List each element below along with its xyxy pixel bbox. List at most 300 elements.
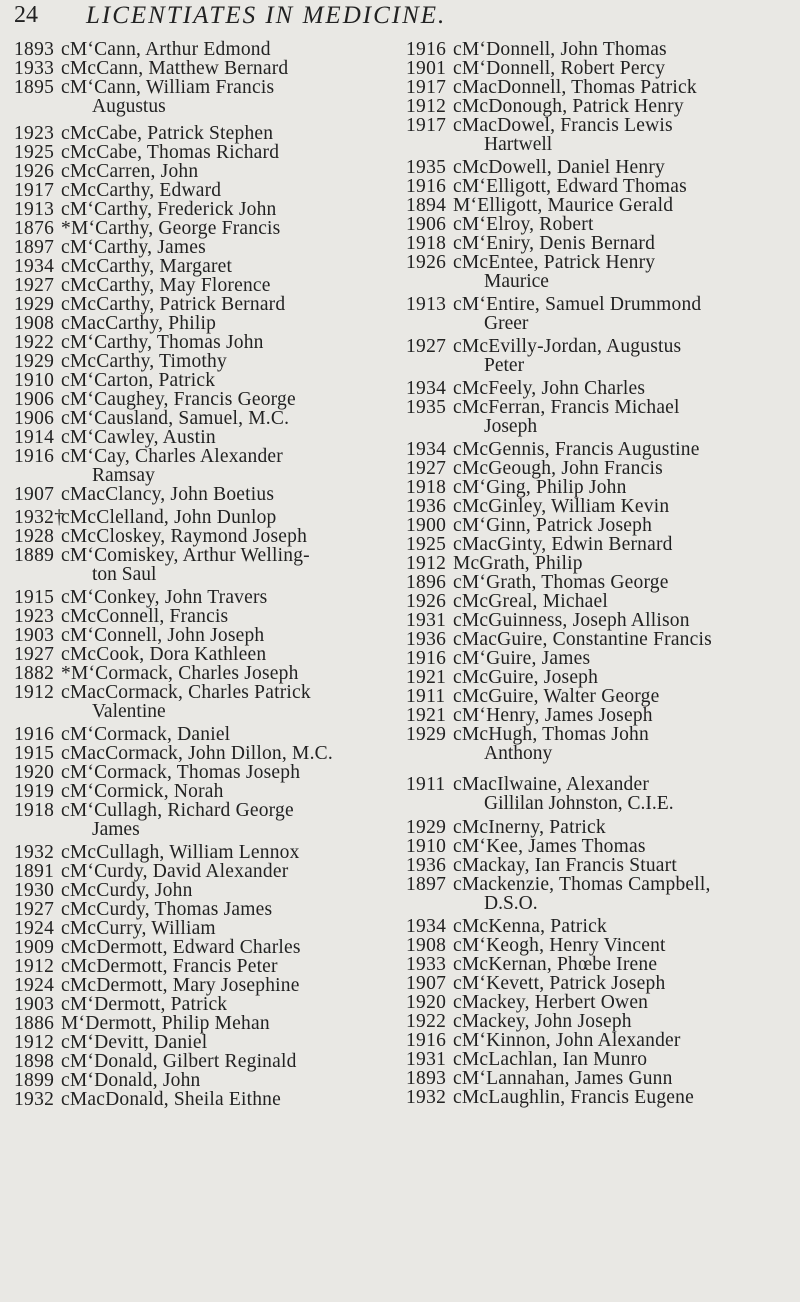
- entry-line: [14, 143, 390, 162]
- entry-year: 1899: [14, 1070, 55, 1091]
- entry-line: [14, 124, 390, 143]
- entry-year: 1893: [14, 39, 55, 60]
- entry-name: cM‘Donnell, Robert Percy: [453, 58, 666, 79]
- entry-line: [14, 276, 390, 295]
- entry-year: 1936: [406, 629, 447, 650]
- entry-line: [406, 1069, 798, 1088]
- entry: [406, 936, 798, 955]
- entry-line: [14, 957, 390, 976]
- entry-name-continuation: Peter: [484, 355, 525, 376]
- entry-name: cMcFeely, John Charles: [453, 378, 646, 399]
- entry-name-continuation: D.S.O.: [484, 893, 538, 914]
- entry-name: cMcDowell, Daniel Henry: [453, 157, 665, 178]
- entry-name: M‘Dermott, Philip Mehan: [61, 1013, 270, 1034]
- entry-name: cMcGuinness, Joseph Allison: [453, 610, 690, 631]
- entry-name: cMcDonough, Patrick Henry: [453, 96, 684, 117]
- entry-line: [14, 59, 390, 78]
- entry-name: cM‘Donald, Gilbert Reginald: [61, 1051, 297, 1072]
- entry-year: 1918: [406, 233, 447, 254]
- entry-year: 1907: [406, 973, 447, 994]
- entry-line: [14, 881, 390, 900]
- entry-name: cM‘Cormack, Thomas Joseph: [61, 762, 301, 783]
- entry-name: cMacClancy, John Boetius: [61, 484, 275, 505]
- entry-name: cMacCormack, John Dillon, M.C.: [61, 743, 333, 764]
- entry-year: 1929: [406, 817, 447, 838]
- entry-year: 1922: [406, 1011, 447, 1032]
- entry-line: [406, 818, 798, 837]
- entry: [14, 295, 390, 314]
- entry-line: [406, 706, 798, 725]
- entry-year: 1926: [406, 591, 447, 612]
- entry-line: [406, 177, 798, 196]
- entry-line: [14, 782, 390, 801]
- entry-year: 1921: [406, 667, 447, 688]
- entry-line: [406, 630, 798, 649]
- entry-name: cMcGennis, Francis Augustine: [453, 439, 700, 460]
- entry-name: cM‘Kevett, Patrick Joseph: [453, 973, 666, 994]
- entry-name: cMcEntee, Patrick Henry: [453, 252, 656, 273]
- entry-line: [406, 1050, 798, 1069]
- entry: [406, 630, 798, 649]
- entry: [406, 592, 798, 611]
- entry-year: 1916: [406, 39, 447, 60]
- entry-line: [14, 995, 390, 1014]
- entry-year: 1907: [14, 484, 55, 505]
- entry-year: 1895: [14, 77, 55, 98]
- entry-year: 1916: [14, 724, 55, 745]
- entry-name: cMcCurdy, Thomas James: [61, 899, 273, 920]
- entry-name-continuation: Joseph: [484, 416, 538, 437]
- entry: [406, 856, 798, 875]
- entry-name: cMacIlwaine, Alexander: [453, 774, 650, 795]
- entry: [406, 818, 798, 837]
- entry-name: cMcDermott, Edward Charles: [61, 937, 301, 958]
- entry-name: cMcCabe, Patrick Stephen: [61, 123, 274, 144]
- entry-name: cM‘Keogh, Henry Vincent: [453, 935, 666, 956]
- entry-name: cM‘Guire, James: [453, 648, 591, 669]
- entry-year: 1927: [14, 644, 55, 665]
- entry-name: cM‘Comiskey, Arthur Welling-: [61, 545, 310, 566]
- entry: [14, 683, 390, 721]
- entry-year: 1935: [406, 157, 447, 178]
- entry-year: 1912: [406, 96, 447, 117]
- entry: [14, 664, 390, 683]
- entry-year: 1886: [14, 1013, 55, 1034]
- entry-line: [406, 97, 798, 116]
- entry-line: [14, 390, 390, 409]
- entry-line: [406, 856, 798, 875]
- entry-name: cMcCurdy, John: [61, 880, 193, 901]
- entry-year: 1906: [14, 408, 55, 429]
- entry-year: 1912: [14, 1032, 55, 1053]
- entry-name: cMcCarthy, Patrick Bernard: [61, 294, 286, 315]
- entry-name: cMcClelland, John Dunlop: [61, 507, 277, 528]
- entry-name: cMacDonald, Sheila Eithne: [61, 1089, 281, 1110]
- entry-line: [14, 1090, 390, 1109]
- entry-year: 1882: [14, 663, 55, 684]
- entry: [14, 763, 390, 782]
- entry-line: [14, 763, 390, 782]
- entry-name: cMcDermott, Francis Peter: [61, 956, 278, 977]
- entry-name: cMackay, Ian Francis Stuart: [453, 855, 677, 876]
- entry: [14, 390, 390, 409]
- entry: [14, 645, 390, 664]
- entry-line: [406, 116, 798, 135]
- entry-line: [14, 1052, 390, 1071]
- page-header: [0, 2, 800, 32]
- entry-name: cM‘Ginn, Patrick Joseph: [453, 515, 653, 536]
- entry: [14, 200, 390, 219]
- entry-line: [14, 843, 390, 862]
- entry: [406, 706, 798, 725]
- entry-name-continuation: Valentine: [92, 701, 166, 722]
- entry-name: cM‘Grath, Thomas George: [453, 572, 669, 593]
- entry-name: cMcCook, Dora Kathleen: [61, 644, 267, 665]
- entry-name-continuation: Ramsay: [92, 465, 155, 486]
- entry: [406, 215, 798, 234]
- entry-line: [406, 1012, 798, 1031]
- entry: [14, 257, 390, 276]
- entry-year: 1908: [14, 313, 55, 334]
- entry-name: cMcKenna, Patrick: [453, 916, 607, 937]
- entry: [406, 611, 798, 630]
- entry-year: 1915: [14, 743, 55, 764]
- entry: [14, 352, 390, 371]
- entry-name: cM‘Eniry, Denis Bernard: [453, 233, 656, 254]
- entry: [406, 253, 798, 291]
- entry: [406, 234, 798, 253]
- entry: [406, 1088, 798, 1107]
- entry: [14, 485, 390, 504]
- entry: [406, 649, 798, 668]
- entry-year: 1927: [14, 275, 55, 296]
- entry-line: [14, 801, 390, 820]
- entry-name: *M‘Cormack, Charles Joseph: [61, 663, 299, 684]
- entry-line: [406, 955, 798, 974]
- entry: [14, 919, 390, 938]
- entry-line: [14, 314, 390, 333]
- entry: [406, 379, 798, 398]
- entry: [406, 398, 798, 436]
- entry: [406, 573, 798, 592]
- entry-year: 1921: [406, 705, 447, 726]
- entry-line: [14, 744, 390, 763]
- entry-year: 1920: [14, 762, 55, 783]
- entry-year: 1927: [14, 899, 55, 920]
- entry-year: 1906: [14, 389, 55, 410]
- entry: [406, 337, 798, 375]
- entry-name: cM‘Lannahan, James Gunn: [453, 1068, 673, 1089]
- entry: [406, 1069, 798, 1088]
- entry-year: 1928: [14, 526, 55, 547]
- entry-name: cMackey, Herbert Owen: [453, 992, 649, 1013]
- entry-name: cM‘Connell, John Joseph: [61, 625, 265, 646]
- entry: [14, 409, 390, 428]
- entry: [14, 801, 390, 839]
- entry-line: [14, 1071, 390, 1090]
- entry-name: cMcCann, Matthew Bernard: [61, 58, 289, 79]
- entry-line: [406, 554, 798, 573]
- entry-year: 1923: [14, 606, 55, 627]
- entry: [14, 862, 390, 881]
- entry-year: 1925: [14, 142, 55, 163]
- entry: [14, 428, 390, 447]
- entry-line: [14, 352, 390, 371]
- entry: [406, 177, 798, 196]
- entry-year: 1896: [406, 572, 447, 593]
- entry: [406, 875, 798, 913]
- entry-line: [406, 398, 798, 417]
- entry-line: [14, 409, 390, 428]
- entry-name: cM‘Carton, Patrick: [61, 370, 216, 391]
- entry-name-continuation: Gillilan Johnston, C.I.E.: [484, 793, 674, 814]
- entry: [14, 976, 390, 995]
- entry: [14, 626, 390, 645]
- entry-line: [406, 440, 798, 459]
- entry-year: 1926: [406, 252, 447, 273]
- entry-year: 1936: [406, 496, 447, 517]
- entry-year: 1912: [14, 682, 55, 703]
- entry-line: [406, 78, 798, 97]
- entry-name: cM‘Causland, Samuel, M.C.: [61, 408, 290, 429]
- entry-year: 1929: [14, 351, 55, 372]
- entry-line: [14, 607, 390, 626]
- entry-year: 1908: [406, 935, 447, 956]
- entry-year: 1900: [406, 515, 447, 536]
- entry: [14, 1014, 390, 1033]
- entry: [406, 917, 798, 936]
- entry-name: cMcHugh, Thomas John: [453, 724, 649, 745]
- entry-year: 1911: [406, 686, 446, 707]
- entry: [14, 744, 390, 763]
- entry-line: [14, 683, 390, 702]
- entry-year: 1912: [406, 553, 447, 574]
- entry: [406, 1031, 798, 1050]
- entry-name: cM‘Cann, Arthur Edmond: [61, 39, 271, 60]
- entry-name: cM‘Carthy, Frederick John: [61, 199, 277, 220]
- entry-line: [14, 371, 390, 390]
- entry: [14, 782, 390, 801]
- entry-year: 1906: [406, 214, 447, 235]
- entry-line: [406, 592, 798, 611]
- entry-year: 1922: [14, 332, 55, 353]
- entry: [406, 668, 798, 687]
- entry-line: [14, 645, 390, 664]
- entry-year: 1897: [406, 874, 447, 895]
- entry-line: [406, 993, 798, 1012]
- entry: [14, 588, 390, 607]
- entry: [14, 1052, 390, 1071]
- entry-name: cMackey, John Joseph: [453, 1011, 632, 1032]
- entry-year: 1924: [14, 975, 55, 996]
- entry-line: [14, 725, 390, 744]
- entry-line: [406, 497, 798, 516]
- entry-name: cMcCarren, John: [61, 161, 199, 182]
- entry-year: 1910: [406, 836, 447, 857]
- entry-name: cMcCarthy, Edward: [61, 180, 222, 201]
- entry-name: cMcGuire, Walter George: [453, 686, 660, 707]
- entry-line: [406, 59, 798, 78]
- entry: [14, 78, 390, 116]
- entry-name: cM‘Caughey, Francis George: [61, 389, 296, 410]
- entry-name: cM‘Elligott, Edward Thomas: [453, 176, 687, 197]
- entry-name: cMacCormack, Charles Patrick: [61, 682, 311, 703]
- entry-name: cMcDermott, Mary Josephine: [61, 975, 300, 996]
- entry-year: 1912: [14, 956, 55, 977]
- entry-name: cMcCarthy, Timothy: [61, 351, 227, 372]
- entry-name: cM‘Donald, John: [61, 1070, 201, 1091]
- entry-name-continuation: Hartwell: [484, 134, 553, 155]
- entry: [406, 687, 798, 706]
- entry: [14, 1033, 390, 1052]
- entry: [14, 162, 390, 181]
- entry-line: [406, 687, 798, 706]
- entry-year: 1929: [14, 294, 55, 315]
- entry-line: [406, 379, 798, 398]
- entry: [14, 546, 390, 584]
- entry-year: 1930: [14, 880, 55, 901]
- entry-year: 1903: [14, 625, 55, 646]
- entry: [406, 440, 798, 459]
- entry-line: [14, 200, 390, 219]
- entry-name: cMcCurry, William: [61, 918, 216, 939]
- entry-year: 1898: [14, 1051, 55, 1072]
- entry-name: *M‘Carthy, George Francis: [61, 218, 281, 239]
- entry-name: cMcGinley, William Kevin: [453, 496, 670, 517]
- entry-year: 1916: [14, 446, 55, 467]
- entry-year: 1932†: [14, 507, 65, 528]
- entry-line: [14, 919, 390, 938]
- entry-year: 1932: [406, 1087, 447, 1108]
- entry-line: [14, 976, 390, 995]
- entry: [406, 1012, 798, 1031]
- entry-year: 1915: [14, 587, 55, 608]
- entry-line: [14, 238, 390, 257]
- entry: [14, 219, 390, 238]
- entry-name: cMcCabe, Thomas Richard: [61, 142, 280, 163]
- entry-name: cMcKernan, Phœbe Irene: [453, 954, 658, 975]
- entry-name: cMacDowel, Francis Lewis: [453, 115, 673, 136]
- entry-line: [14, 447, 390, 466]
- entry: [14, 59, 390, 78]
- entry: [406, 196, 798, 215]
- entry-year: 1931: [406, 1049, 447, 1070]
- entry-line: [14, 78, 390, 97]
- entry: [14, 447, 390, 485]
- entry-year: 1918: [406, 477, 447, 498]
- entry-year: 1916: [406, 648, 447, 669]
- entry-line: [406, 1031, 798, 1050]
- entry: [14, 938, 390, 957]
- entry-line: [406, 837, 798, 856]
- entry: [406, 459, 798, 478]
- entry-name: cMcCullagh, William Lennox: [61, 842, 300, 863]
- entry-year: 1876: [14, 218, 55, 239]
- entry-name: cMcConnell, Francis: [61, 606, 229, 627]
- entry-line: [406, 516, 798, 535]
- entry-name-continuation: Maurice: [484, 271, 549, 292]
- entry-line: [406, 917, 798, 936]
- entry-line: [14, 1014, 390, 1033]
- entry: [14, 527, 390, 546]
- entry-line: [406, 253, 798, 272]
- entry: [406, 974, 798, 993]
- entry-name: cM‘Henry, James Joseph: [453, 705, 653, 726]
- entry-name: cM‘Entire, Samuel Drummond: [453, 294, 702, 315]
- entry-year: 1932: [14, 842, 55, 863]
- entry-name: cM‘Conkey, John Travers: [61, 587, 268, 608]
- entry: [406, 725, 798, 763]
- entry-year: 1894: [406, 195, 447, 216]
- entry: [406, 535, 798, 554]
- entry: [406, 295, 798, 333]
- entry-line: [406, 775, 798, 794]
- entry-line: [406, 611, 798, 630]
- entry-year: 1934: [406, 916, 447, 937]
- entry-year: 1893: [406, 1068, 447, 1089]
- entry-name: cMacDonnell, Thomas Patrick: [453, 77, 697, 98]
- entry-year: 1913: [406, 294, 447, 315]
- entry-line: [14, 257, 390, 276]
- entry-name: McGrath, Philip: [453, 553, 583, 574]
- entry-line: [14, 588, 390, 607]
- entry-line: [14, 626, 390, 645]
- entry-line: [14, 1033, 390, 1052]
- entry: [14, 1090, 390, 1109]
- entry-name: cMcGeough, John Francis: [453, 458, 663, 479]
- entry-year: 1923: [14, 123, 55, 144]
- entry-name: cM‘Kinnon, John Alexander: [453, 1030, 681, 1051]
- entry: [14, 843, 390, 862]
- entry-year: 1913: [14, 199, 55, 220]
- entry-line: [406, 295, 798, 314]
- entry-line: [14, 162, 390, 181]
- entry-line: [406, 875, 798, 894]
- entry-line: [14, 862, 390, 881]
- entry-line: [406, 234, 798, 253]
- entry-name: cMcLachlan, Ian Munro: [453, 1049, 648, 1070]
- entry-year: 1897: [14, 237, 55, 258]
- entry-line: [406, 535, 798, 554]
- entry: [406, 40, 798, 59]
- entry-year: 1934: [14, 256, 55, 277]
- entry: [406, 478, 798, 497]
- entry-name: cM‘Kee, James Thomas: [453, 836, 646, 857]
- entry-year: 1931: [406, 610, 447, 631]
- entry-year: 1935: [406, 397, 447, 418]
- entry-line: [14, 40, 390, 59]
- entry-line: [14, 900, 390, 919]
- entry-line: [406, 40, 798, 59]
- entry: [14, 333, 390, 352]
- entry: [14, 508, 390, 527]
- entry-name-continuation: Greer: [484, 313, 529, 334]
- entry-year: 1924: [14, 918, 55, 939]
- entry-name: cM‘Devitt, Daniel: [61, 1032, 208, 1053]
- entry-name: cM‘Curdy, David Alexander: [61, 861, 289, 882]
- entry-year: 1903: [14, 994, 55, 1015]
- entry-line: [406, 668, 798, 687]
- entry-name: cM‘Cormack, Daniel: [61, 724, 231, 745]
- entry-name: cM‘Cay, Charles Alexander: [61, 446, 283, 467]
- entry-name: cM‘Donnell, John Thomas: [453, 39, 667, 60]
- entry-name: cM‘Cawley, Austin: [61, 427, 216, 448]
- entry: [14, 238, 390, 257]
- entry-line: [14, 485, 390, 504]
- entry-name: cMcFerran, Francis Michael: [453, 397, 680, 418]
- entry-line: [14, 219, 390, 238]
- entry-year: 1917: [406, 115, 447, 136]
